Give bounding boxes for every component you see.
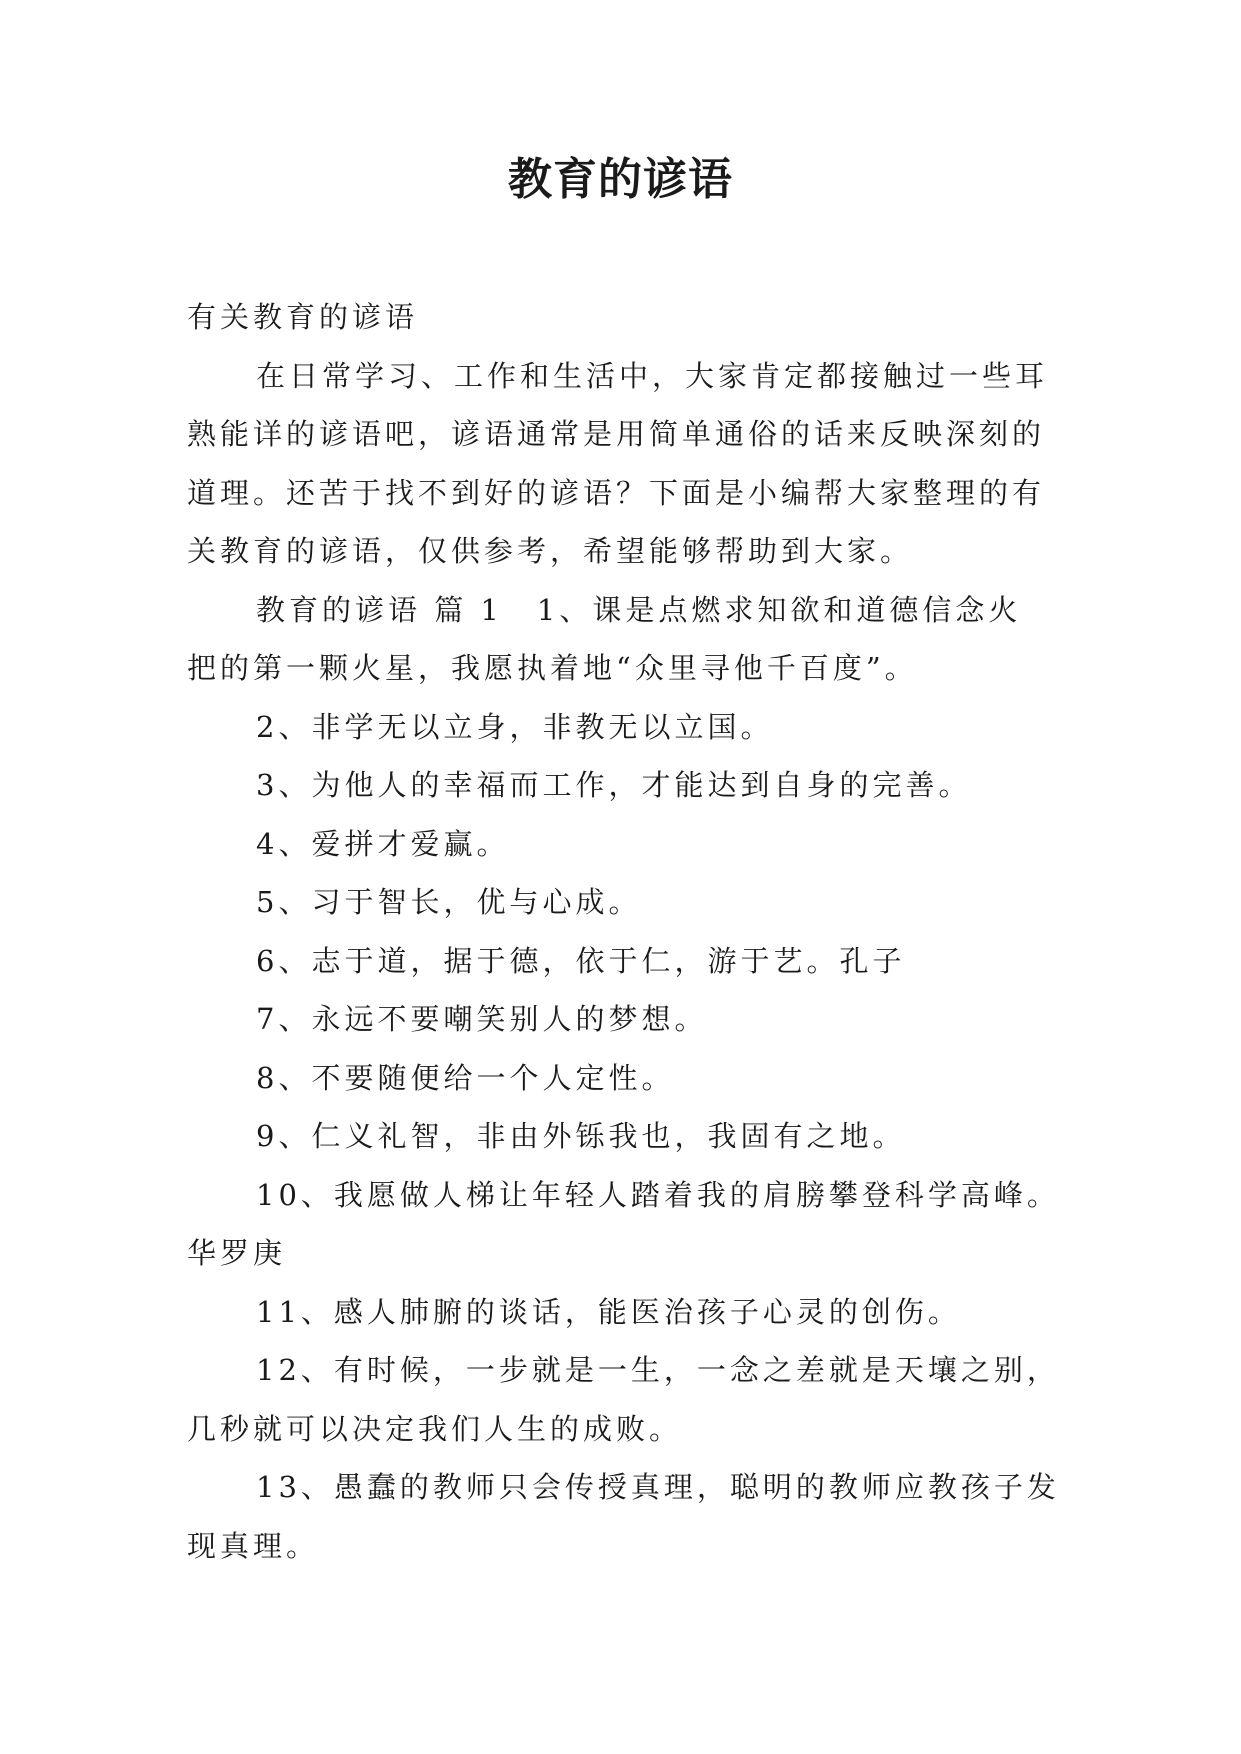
- proverb-item: 2、非学无以立身，非教无以立国。: [256, 709, 774, 744]
- document-body: [187, 288, 1060, 1575]
- proverb-item: 13、愚蠢的教师只会传授真理，聪明的教师应教孩子发: [256, 1470, 1060, 1504]
- proverb-item: 4、爱拼才爱赢。: [256, 826, 510, 861]
- proverb-item: 11、感人肺腑的谈话，能医治孩子心灵的创伤。: [256, 1294, 961, 1329]
- proverb-item: 6、志于道，据于德，依于仁，游于艺。孔子: [256, 943, 906, 978]
- proverb-item: 9、仁义礼智，非由外铄我也，我固有之地。: [256, 1119, 906, 1153]
- section-heading: 教育的谚语 篇 1: [256, 592, 503, 627]
- proverb-item: [187, 581, 1057, 640]
- proverb-item: 8、不要随便给一个人定性。: [256, 1060, 675, 1095]
- proverb-item: 华罗庚: [187, 1236, 287, 1270]
- proverb-item: 3、为他人的幸福而工作，才能达到自身的完善。: [256, 768, 972, 802]
- intro-line: 关教育的谚语，仅供参考，希望能够帮助到大家。: [187, 534, 914, 568]
- intro-line: 熟能详的谚语吧，谚语通常是用简单通俗的话来反映深刻的: [187, 417, 1046, 451]
- intro-line: 在日常学习、工作和生活中，大家肯定都接触过一些耳: [256, 358, 1049, 393]
- proverb-item: 把的第一颗火星，我愿执着地“众里寻他千百度”。: [187, 651, 918, 685]
- subtitle: 有关教育的谚语: [187, 300, 419, 334]
- proverb-item: 现真理。: [187, 1528, 320, 1563]
- proverb-item: 7、永远不要嘲笑别人的梦想。: [256, 1002, 708, 1036]
- proverb-item: 几秒就可以决定我们人生的成败。: [187, 1411, 683, 1446]
- document-title: 教育的谚语: [508, 154, 733, 205]
- intro-line: 道理。还苦于找不到好的谚语？下面是小编帮大家整理的有: [187, 475, 1046, 510]
- proverb-item: 12、有时候，一步就是一生，一念之差就是天壤之别，: [256, 1353, 1060, 1387]
- proverb-item: 10、我愿做人梯让年轻人踏着我的肩膀攀登科学高峰。: [256, 1177, 1060, 1212]
- proverb-item: 5、习于智长，优与心成。: [256, 885, 642, 919]
- proverb-text: 1、课是点燃求知欲和道德信念火: [536, 592, 1022, 627]
